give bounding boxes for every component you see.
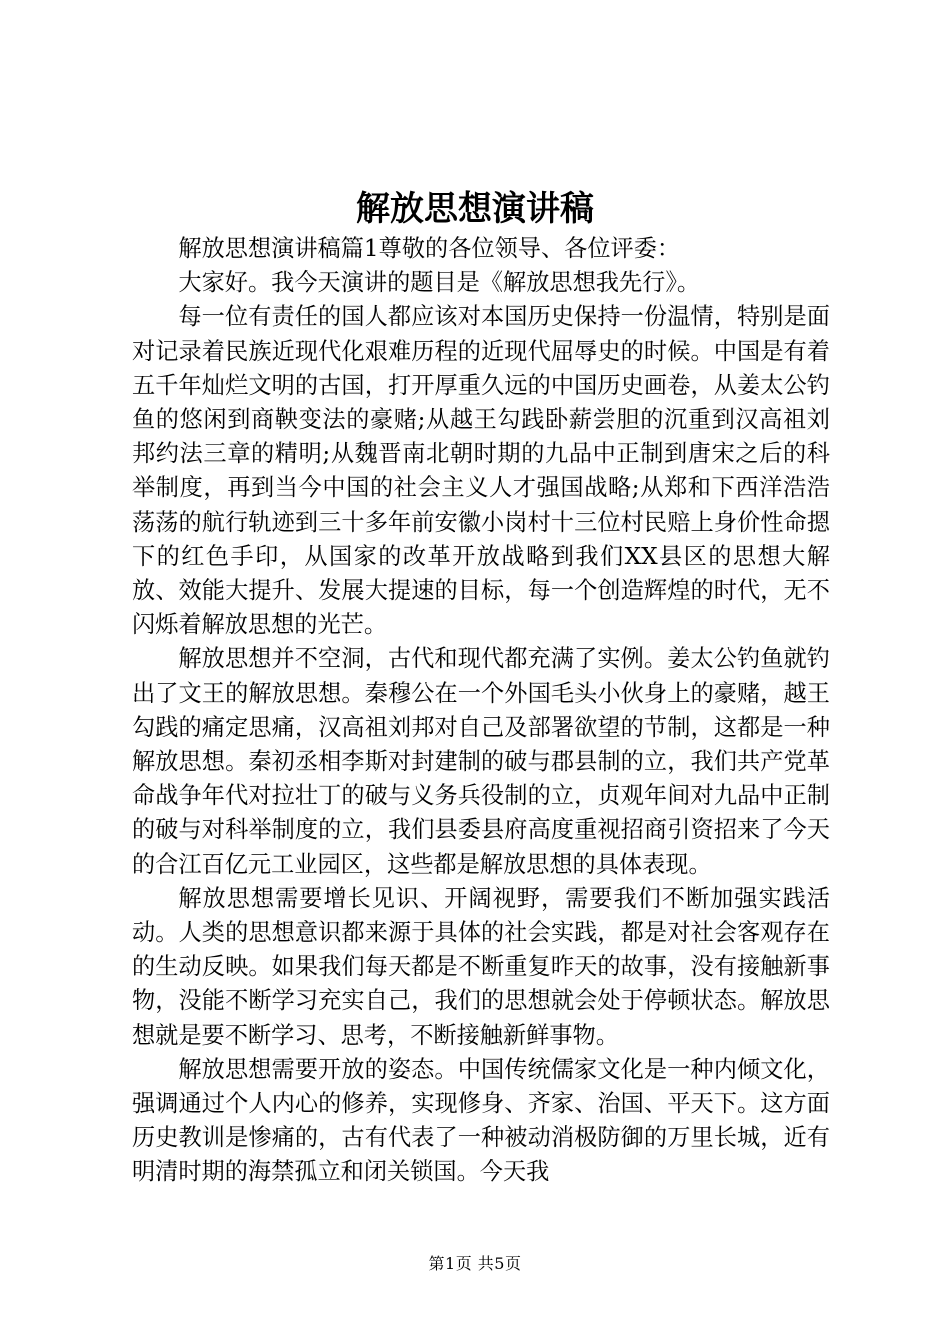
paragraph: 大家好。我今天演讲的题目是《解放思想我先行》。 [178, 269, 701, 297]
page-footer: 第1页 共5页 [428, 1254, 522, 1273]
paragraph: 每一位有责任的国人都应该对本国历史保持一份温情，特别是面对记录着民族近现代化艰难历程的近现代屈辱史的时候。中国是有着五千年灿烂文明的古国，打开厚重久远的中国历史画卷，从姜太公钓鱼的悠闲到商鞅变法的豪赌;从越王勾践卧薪尝胆的沉重到汉高祖刘邦约法三章的精明;从魏晋南北朝时期的九品中正制到唐宋之后的科举制度，再到当今中国的社会主义人才强国战略;从郑和下西洋浩浩荡荡的航行轨迹到三十多年前安徽小岗村十三位村民赔上身价性命摁下的红色手印，从国家的改革开放战略到我们XX县区的思想大解放、效能大提升、发展大提速的目标，每一个创造辉煌的时代，无不闪烁着解放思想的光芒。 [132, 303, 830, 639]
document-body [132, 232, 830, 1190]
document-title: 解放思想演讲稿 [356, 189, 594, 229]
paragraph: 解放思想演讲稿篇1尊敬的各位领导、各位评委： [178, 235, 681, 262]
paragraph: 解放思想并不空洞，古代和现代都充满了实例。姜太公钓鱼就钓出了文王的解放思想。秦穆公在一个外国毛头小伙身上的豪赌，越王勾践的痛定思痛，汉高祖刘邦对自己及部署欲望的节制，这都是一种解放思想。秦初丞相李斯对封建制的破与郡县制的立，我们共产党革命战争年代对拉壮丁的破与义务兵役制的立，贞观年间对九品中正制的破与对科举制度的立，我们县委县府高度重视招商引资招来了今天的合江百亿元工业园区，这些都是解放思想的具体表现。 [132, 645, 830, 878]
paragraph: 解放思想需要增长见识、开阔视野，需要我们不断加强实践活动。人类的思想意识都来源于具体的社会实践，都是对社会客观存在的生动反映。如果我们每天都是不断重复昨天的故事，没有接触新事物，没能不断学习充实自己，我们的思想就会处于停顿状态。解放思想就是要不断学习、思考，不断接触新鲜事物。 [132, 884, 830, 1049]
paragraph: 解放思想需要开放的姿态。中国传统儒家文化是一种内倾文化，强调通过个人内心的修养，实现修身、齐家、治国、平天下。这方面历史教训是惨痛的，古有代表了一种被动消极防御的万里长城，近有明清时期的海禁孤立和闭关锁国。今天我 [132, 1055, 830, 1186]
